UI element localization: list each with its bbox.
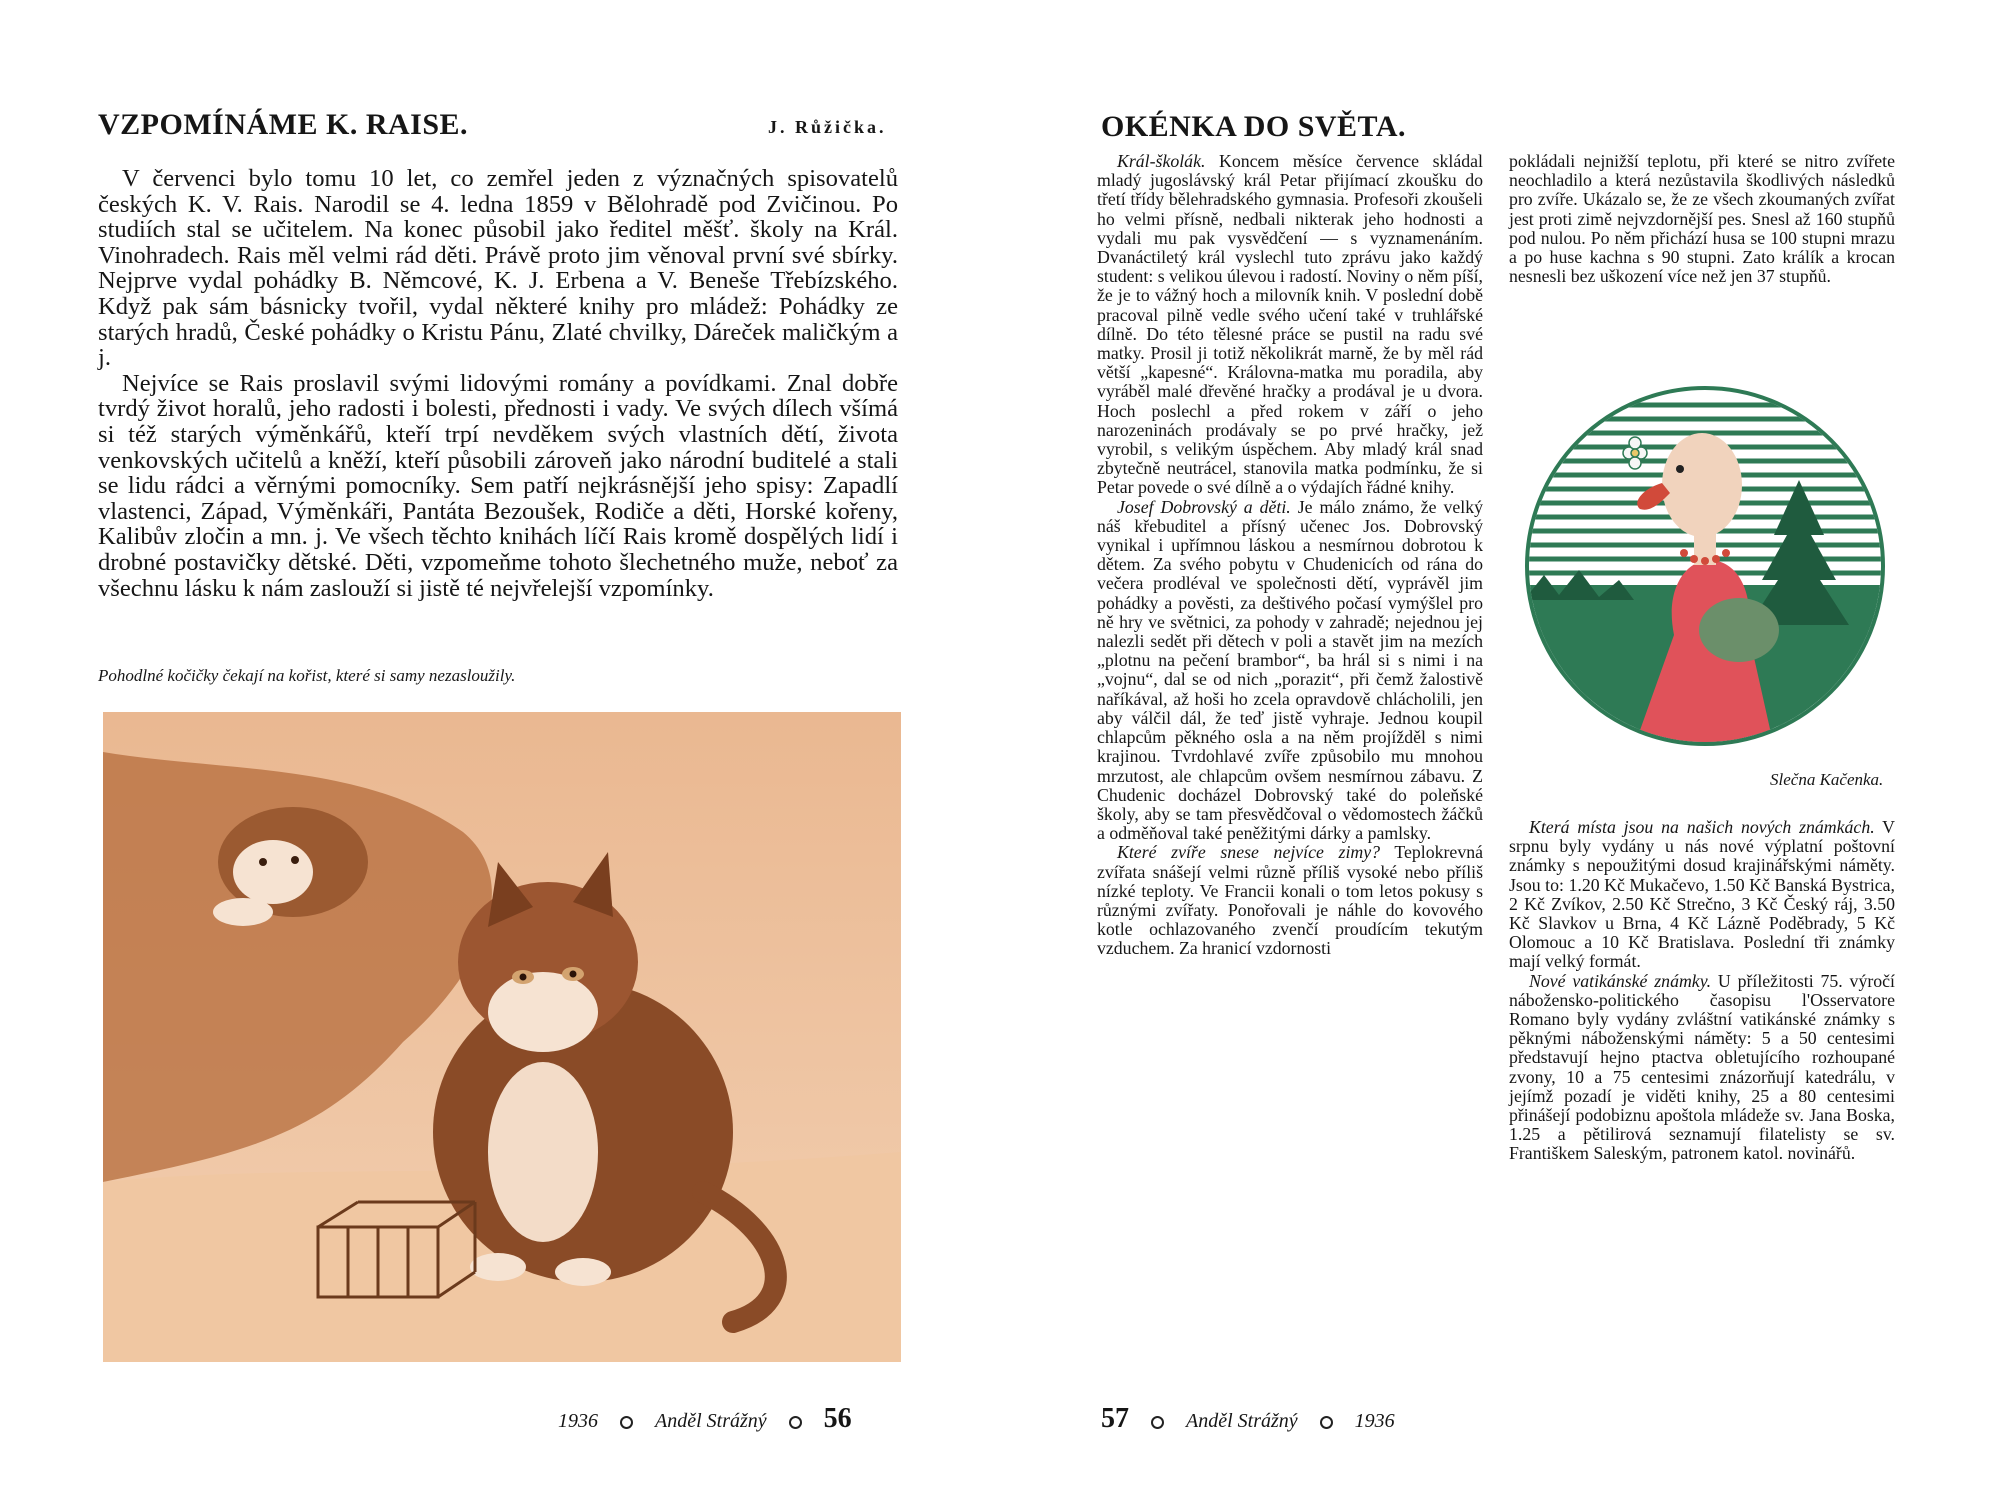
news-text: V srpnu byly vydány u nás nové výplatní poštovní známky s nepoužitými dosud krajinářskými náměty. Jsou to: 1.20 Kč Mukačevo, 1.50 Kč Banská Bystrica, 2 Kč Zvíkov, 2.50 Kč Strečno, 3 Kč Český ráj, 3.50 Kč Slavkov u Brna, 4 Kč Lázně Poděbrady, 5 Kč Olomouc a 10 Kč Bratislava. Poslední tři známky mají velký formát. <box>1509 817 1895 972</box>
news-lead: Která místa jsou na našich nových známkách. <box>1529 817 1875 837</box>
rais-article-body <box>98 166 898 601</box>
news-item-kral-skolak <box>1097 152 1483 498</box>
cats-image-caption: Pohodlné kočičky čekají na kořist, které si samy nezasloužily. <box>98 666 516 685</box>
news-text: Je málo známo, že velký náš křebuditel a přísný učenec Jos. Dobrovský vynikal i upřímnou láskou a nesmírnou dobrotou k dětem. Za svého pobytu v Chudenicích od rána do večera prodléval ve společnosti dětí, vyprávěl jim pohádky a pověsti, za deštivého počasí vymýšlel pro ně hry ve světnici, za pohody v zahradě; nejednou jej nalezli sedět při dětech v poli a stavět jim na mezích „plotnu na pečení brambor“, ba hrál si s nimi i na „vojnu“, dal se od nich „porazit“, při čemž žalostivě naříkával, až hoši ho zcela opravdově chlácholili, jen aby válčil dál, že teď jistě vyhraje. Jednou koupil chlapcům pěkného osla a na něm projížděl s nimi krajinou. Tvrdohlavé zvíře způsobilo mu mnohou mrzutost, ale chlapcům ovšem nesmírnou zábavu. Z Chudenic docházel Dobrovský také do poleňské školy, aby se tam přesvědčoval o vědomostech žáčků a odměňoval také peněžitými dárky a pamlsky. <box>1097 496 1483 844</box>
circle-separator-icon <box>1151 1416 1164 1429</box>
kacenka-caption: Slečna Kačenka. <box>1770 770 1884 789</box>
footer-page-number: 57 <box>1101 1403 1129 1434</box>
circle-separator-icon <box>620 1416 633 1429</box>
cats-illustration <box>103 712 901 1362</box>
news-lead: Josef Dobrovský a děti. <box>1117 496 1291 517</box>
news-item-vatikan <box>1509 972 1895 1164</box>
news-item-dobrovsky <box>1097 498 1483 844</box>
footer-year: 1936 <box>1354 1410 1395 1432</box>
duck-head <box>1662 433 1742 537</box>
news-lead: Král-školák. <box>1117 151 1206 171</box>
footer-magazine: Anděl Strážný <box>1186 1410 1298 1432</box>
left-footer <box>558 1403 852 1435</box>
right-footer <box>1101 1403 1395 1435</box>
okenka-column-2-top <box>1509 152 1895 286</box>
news-item-zvire-continued: pokládali nejnižší teplotu, při které se nitro zvířete neochladilo a která nezůstavila škodlivých následků pro zvíře. Ukázalo se, že ze všech zkoumaných zvířat jest proti zimě nejvzdornější pes. Snesl až 160 stupňů pod nulou. Po něm přichází husa se 100 stupni mrazu a po huse kachna s 90 stupni. Zato králík a krocan nesnesli bez uškození více než jen 37 stupňů. <box>1509 151 1895 287</box>
news-text: Koncem měsíce července skládal mladý jugoslávský král Petar přijímací zkoušku do třetí třídy bělehradského gymnasia. Profesoři zkoušeli ho velmi přísně, nedbali nikterak jeho hodnosti a vydali mu pak vysvědčení — s vyznamenáním. Dvanáctiletý král vyslechl tuto zprávu jako každý student: s velikou úlevou i radostí. Noviny o něm píší, že je to vážný hoch a milovník knih. V poslední době pracoval pilně vedle svého učení také v truhlářské dílně. Do této tělesné práce se pustil na radu své matky. Prosil ji totiž několikrát marně, že by měl rád větší „kapesné“. Královna-matka mu poradila, aby vyráběl malé dřevěné hračky a prodával je u dvora. Hoch poslechl a před rokem v září o jeho narozeninách prodávaly se po prvé hračky, jež vyrobil, s velikým úspěchem. Aby mladý král snad zbytečně neutrácel, stanovila matka podmínku, že si Petar povede o své dílně a o výdajích řádné knihy. <box>1097 151 1483 498</box>
article-title-rais: VZPOMÍNÁME K. RAISE. <box>98 108 469 141</box>
okenka-column-1 <box>1097 152 1483 959</box>
okenka-column-2-bottom <box>1509 818 1895 1164</box>
news-lead: Které zvíře snese nejvíce zimy? <box>1117 842 1381 863</box>
news-item-zvire-zima <box>1097 843 1483 958</box>
article-title-okenka: OKÉNKA DO SVĚTA. <box>1101 110 1406 143</box>
rais-paragraph-1: V červenci bylo tomu 10 let, co zemřel jeden z význačných spisovatelů českých K. V. Rais. Narodil se 4. ledna 1859 v Bělohradě pod Zvičinou. Po studiích stal se učitelem. Na konec působil jako ředitel měšť. školy na Král. Vinohradech. Rais měl velmi rád děti. Právě proto jim věnoval první své sbírky. Nejprve vydal pohádky B. Němcové, K. J. Erbena a V. Beneše Třebízského. Když pak sám básnicky tvořil, vydal některé knihy pro mládež: Pohádky ze starých hradů, České pohádky o Kristu Pánu, Zlaté chvilky, Dáreček maličkým a j. <box>98 165 898 372</box>
rais-paragraph-2: Nejvíce se Rais proslavil svými lidovými romány a povídkami. Znal dobře tvrdý život horalů, jeho radosti i bolesti, přednosti i vady. Ve svých dílech všímá si též starých výměnkářů, kteří trpí nevděkem svých vlastních dětí, života venkovských učitelů a kněží, kteří působili zároveň jako národní buditelé a stali se lidu rádci a věrnými pomocníky. Sem patří nejkrásnější jeho spisy: Zapadlí vlastenci, Západ, Výměnkáři, Pantáta Bezoušek, Rodiče a děti, Horské kořeny, Kalibův zločin a mn. j. Ve všech těchto knihách líčí Rais kromě dospělých lidí i drobné postavičky dětské. Děti, vzpomeňme tohoto šlechetného muže, neboť za všechnu lásku k nám zaslouží si jistě té nejvřelejší vzpomínky. <box>98 369 898 602</box>
duck-eye <box>1676 465 1684 473</box>
right-page <box>997 0 1994 1500</box>
footer-page-number: 56 <box>823 1403 852 1434</box>
circle-separator-icon <box>789 1416 802 1429</box>
slecna-kacenka-illustration <box>1524 385 1886 747</box>
flower-bouquet <box>1699 598 1779 662</box>
news-text: Teplokrevná zvířata snášejí velmi různě příliš vysoké nebo příliš nízké teploty. Ve Francii konali o tom letos pokusy s různými zvířaty. Ponořovali je náhle do kovového kotle ochlazovaného zvenčí proudícím tekutým vzduchem. Za hranicí vzdornosti <box>1097 842 1484 959</box>
footer-magazine: Anděl Strážný <box>655 1410 767 1432</box>
circle-separator-icon <box>1320 1416 1333 1429</box>
article-author: J. Růžička. <box>768 117 887 137</box>
news-lead: Nové vatikánské známky. <box>1529 970 1712 991</box>
news-text: U příležitosti 75. výročí nábožensko-politického časopisu l'Osservatore Romano byly vydány zvláštní vatikánské známky s pěknými náboženskými náměty: 5 a 50 centesimi představují hejno ptactva obletujícího rozhoupané zvony, 10 a 75 centesimi znázorňují katedrálu, v jejímž pozadí je viděti knihy, 25 a 80 centesimi přinášejí podobiznu apoštola mládeže sv. Jana Boska, 1.25 a pětilirová seznamují filatelisty se sv. Františkem Saleským, patronem katol. novinářů. <box>1509 970 1895 1164</box>
news-item-znamky <box>1509 818 1895 972</box>
footer-year: 1936 <box>558 1410 598 1432</box>
